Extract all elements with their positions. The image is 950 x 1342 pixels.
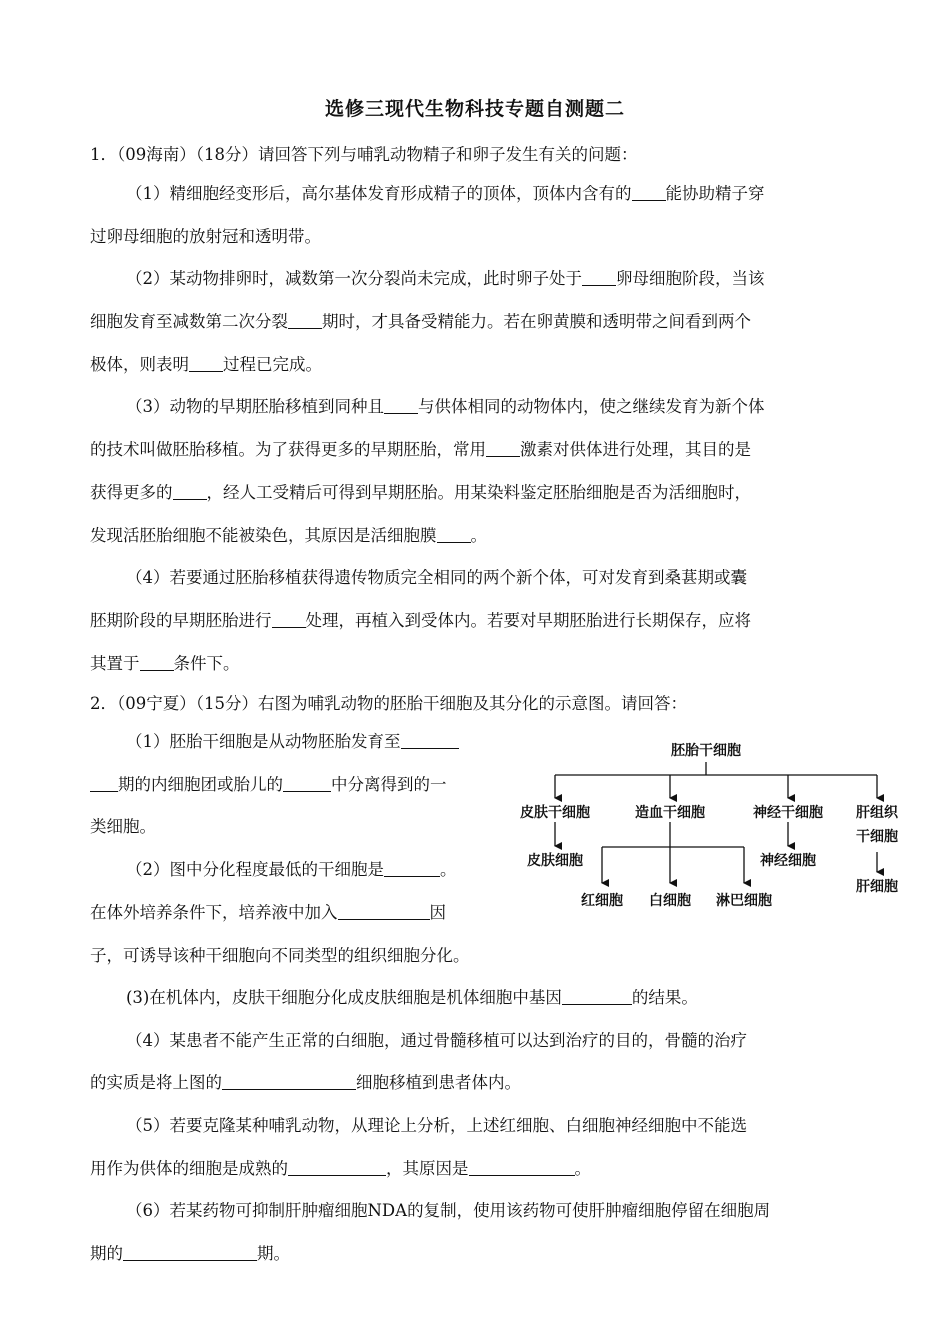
text-segment: （1）胚胎干细胞是从动物胚胎发育至 — [126, 732, 401, 751]
q2-part6-line2 — [90, 1240, 290, 1264]
node-white-blood-cell: 白细胞 — [649, 893, 691, 909]
node-liver-stem-cell-line2: 干细胞 — [856, 829, 898, 845]
node-lymphocyte: 淋巴细胞 — [716, 893, 772, 909]
text-segment: 极体，则表明 — [90, 355, 189, 374]
q2-heading: 2．（09宁夏）（15分）右图为哺乳动物的胚胎干细胞及其分化的示意图。请回答： — [90, 694, 687, 713]
text-segment: （2）图中分化程度最低的干细胞是 — [126, 860, 384, 879]
blank — [288, 1159, 386, 1177]
text-segment: 因 — [429, 903, 446, 922]
q2-part1-line1 — [126, 728, 459, 752]
text-segment: 期。 — [257, 1244, 290, 1263]
q1-part3-line3 — [90, 479, 751, 503]
text-segment: 期的 — [90, 1244, 123, 1263]
node-liver-cell: 肝细胞 — [856, 879, 898, 895]
blank — [189, 355, 223, 373]
blank — [384, 397, 418, 415]
q2-part2-line2 — [90, 899, 446, 923]
blank — [437, 526, 471, 544]
blank — [283, 775, 331, 793]
node-hematopoietic-stem-cell: 造血干细胞 — [635, 805, 705, 821]
text-segment: (3)在机体内，皮肤干细胞分化成皮肤细胞是机体细胞中基因 — [126, 988, 562, 1007]
q1-part3-line1 — [126, 393, 765, 417]
text-segment: ，其原因是 — [386, 1159, 469, 1178]
text-segment: （2）某动物排卵时，减数第一次分裂尚未完成，此时卵子处于 — [126, 269, 582, 288]
blank — [384, 860, 440, 878]
stem-cell-diagram — [512, 735, 902, 915]
text-segment: 处理，再植入到受体内。若要对早期胚胎进行长期保存，应将 — [305, 611, 751, 630]
page-title: 选修三现代生物科技专题自测题二 — [324, 98, 625, 120]
q2-part3-line — [126, 984, 698, 1008]
text-segment: 细胞移植到患者体内。 — [356, 1073, 521, 1092]
blank — [272, 611, 306, 629]
q2-part1-line3: 类细胞。 — [90, 817, 156, 836]
blank — [222, 1073, 356, 1091]
q2-part5-line2 — [90, 1155, 591, 1179]
text-segment: 的结果。 — [631, 988, 698, 1007]
node-red-blood-cell: 红细胞 — [581, 893, 623, 909]
node-liver-stem-cell-line1: 肝组织 — [856, 805, 898, 821]
blank — [173, 483, 207, 501]
q1-part3-line4 — [90, 522, 487, 546]
blank — [582, 269, 616, 287]
q1-heading: 1．（09海南）（18分）请回答下列与哺乳动物精子和卵子发生有关的问题： — [90, 145, 638, 164]
text-segment: 期的内细胞团或胎儿的 — [118, 775, 283, 794]
q1-part4-line1: （4）若要通过胚胎移植获得遗传物质完全相同的两个新个体，可对发育到桑葚期或囊 — [126, 568, 747, 587]
text-segment: ，经人工受精后可得到早期胚胎。用某染料鉴定胚胎细胞是否为活细胞时， — [206, 483, 751, 502]
blank — [401, 732, 459, 750]
text-segment: 过程已完成。 — [223, 355, 322, 374]
text-segment: 。 — [574, 1159, 591, 1178]
q1-part1-line1 — [126, 180, 765, 204]
node-nerve-cell: 神经细胞 — [760, 853, 816, 869]
q2-part1-line2 — [90, 771, 447, 795]
q1-part3-line2 — [90, 436, 751, 460]
text-segment: 在体外培养条件下，培养液中加入 — [90, 903, 338, 922]
text-segment: 发现活胚胎细胞不能被染色，其原因是活细胞膜 — [90, 526, 437, 545]
text-segment: （1）精细胞经变形后，高尔基体发育形成精子的顶体，顶体内含有的 — [126, 184, 632, 203]
text-segment: 期时，才具备受精能力。若在卵黄膜和透明带之间看到两个 — [322, 312, 751, 331]
q2-part2-line1 — [126, 856, 457, 880]
blank — [288, 312, 322, 330]
diagram-connectors — [555, 762, 877, 883]
blank — [469, 1159, 575, 1177]
q2-part2-line3: 子，可诱导该种干细胞向不同类型的组织细胞分化。 — [90, 946, 470, 965]
blank — [140, 654, 174, 672]
text-segment: 的实质是将上图的 — [90, 1073, 222, 1092]
q1-part2-line2 — [90, 308, 751, 332]
text-segment: 激素对供体进行处理，其目的是 — [520, 440, 751, 459]
q2-part4-line1: （4）某患者不能产生正常的白细胞，通过骨髓移植可以达到治疗的目的，骨髓的治疗 — [126, 1031, 747, 1050]
text-segment: 卵母细胞阶段，当该 — [616, 269, 765, 288]
blank — [123, 1244, 257, 1262]
text-segment: 其置于 — [90, 654, 140, 673]
text-segment: 细胞发育至减数第二次分裂 — [90, 312, 288, 331]
text-segment: 能协助精子穿 — [665, 184, 765, 203]
node-skin-cell: 皮肤细胞 — [527, 853, 583, 869]
node-neural-stem-cell: 神经干细胞 — [753, 805, 823, 821]
node-skin-stem-cell: 皮肤干细胞 — [520, 805, 590, 821]
q1-part4-line3 — [90, 650, 240, 674]
blank — [338, 903, 430, 921]
blank — [632, 184, 666, 202]
q2-part5-line1: （5）若要克隆某种哺乳动物，从理论上分析，上述红细胞、白细胞神经细胞中不能选 — [126, 1116, 747, 1135]
text-segment: 条件下。 — [173, 654, 240, 673]
blank — [90, 775, 118, 793]
q1-part1-line2: 过卵母细胞的放射冠和透明带。 — [90, 227, 321, 246]
blank — [562, 988, 632, 1006]
node-embryonic-stem-cell: 胚胎干细胞 — [671, 743, 741, 759]
text-segment: 。 — [470, 526, 487, 545]
q1-part2-line1 — [126, 265, 765, 289]
q1-part2-line3 — [90, 351, 322, 375]
text-segment: 中分离得到的一 — [331, 775, 447, 794]
text-segment: 获得更多的 — [90, 483, 173, 502]
q2-part4-line2 — [90, 1069, 521, 1093]
q2-part6-line1: （6）若某药物可抑制肝肿瘤细胞NDA的复制，使用该药物可使肝肿瘤细胞停留在细胞周 — [126, 1201, 771, 1220]
q1-part4-line2 — [90, 607, 751, 631]
text-segment: 用作为供体的细胞是成熟的 — [90, 1159, 288, 1178]
text-segment: （3）动物的早期胚胎移植到同种且 — [126, 397, 384, 416]
blank — [486, 440, 520, 458]
text-segment: 。 — [440, 860, 457, 879]
text-segment: 与供体相同的动物体内，使之继续发育为新个体 — [418, 397, 765, 416]
text-segment: 的技术叫做胚胎移植。为了获得更多的早期胚胎，常用 — [90, 440, 486, 459]
text-segment: 胚期阶段的早期胚胎进行 — [90, 611, 272, 630]
